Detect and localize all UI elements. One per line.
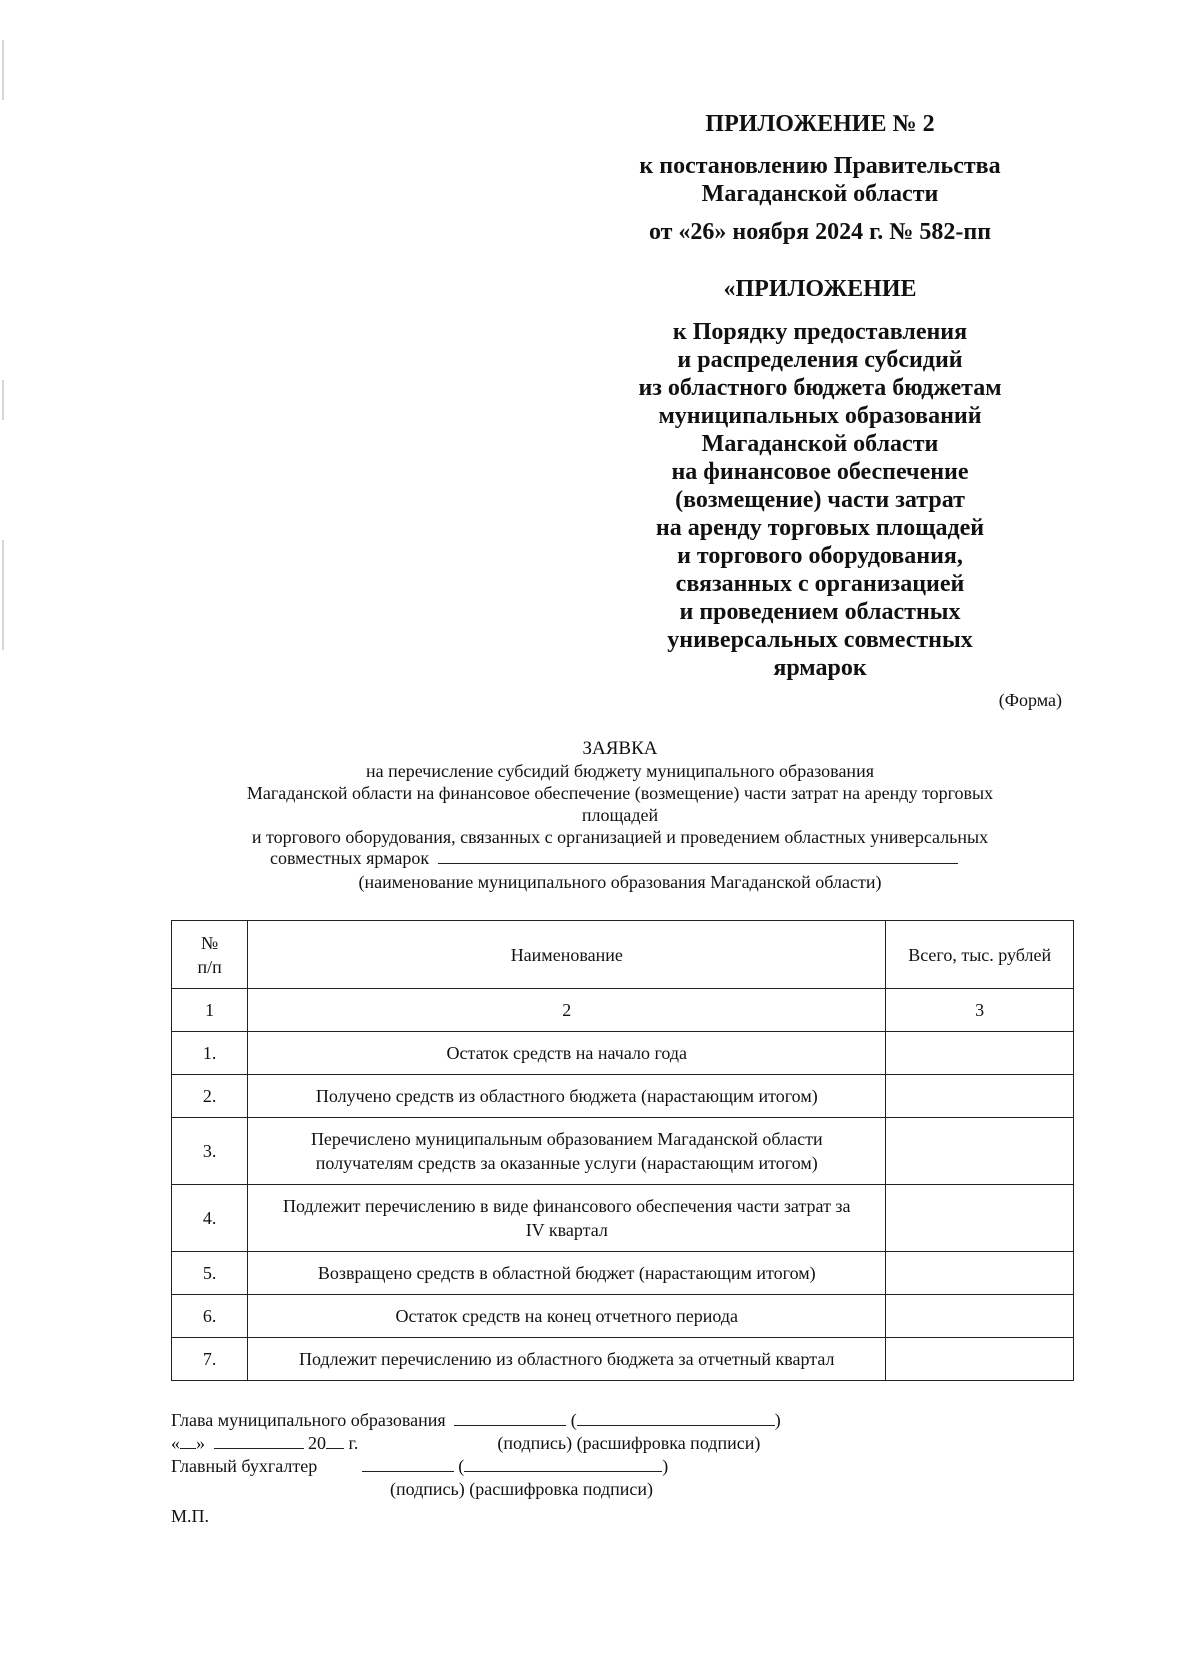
accountant-captions-row (390, 1479, 653, 1500)
municipality-name-row (270, 848, 958, 869)
row-name-line: IV квартал (525, 1220, 608, 1240)
accountant-decode-field[interactable] (464, 1457, 662, 1472)
accountant-signature-field[interactable] (362, 1457, 454, 1472)
open-paren: ( (570, 1410, 577, 1430)
row-name: Подлежит перечислению из областного бюджета за отчетный квартал (248, 1338, 886, 1381)
order-line: муниципальных образований (658, 403, 982, 429)
header-total: Всего, тыс. рублей (886, 921, 1074, 989)
form-note: (Форма) (998, 690, 1062, 710)
row-total-cell[interactable] (886, 1118, 1074, 1185)
inner-appendix-title: «ПРИЛОЖЕНИЕ (723, 276, 917, 302)
order-line: на финансовое обеспечение (671, 459, 969, 485)
form-subtitle-last-line: совместных ярмарок (270, 848, 430, 868)
row-total-cell[interactable] (886, 1252, 1074, 1295)
row-total-cell[interactable] (886, 1032, 1074, 1075)
table-header-row (172, 921, 1074, 989)
row-total-cell[interactable] (886, 1185, 1074, 1252)
order-line: к Порядку предоставления (672, 319, 968, 345)
date-row (171, 1433, 760, 1454)
close-paren: ) (662, 1456, 669, 1476)
resolution-line: к постановлению Правительства (639, 153, 1001, 179)
table-row (172, 1252, 1074, 1295)
row-name (248, 1118, 886, 1185)
order-line: ярмарок (773, 655, 867, 681)
resolution-line: Магаданской области (701, 181, 939, 207)
row-total-cell[interactable] (886, 1075, 1074, 1118)
row-name-line: получателям средств за оказанные услуги (нарастающим итогом) (315, 1153, 818, 1173)
head-label: Глава муниципального образования (171, 1410, 446, 1430)
row-total-cell[interactable] (886, 1338, 1074, 1381)
row-num: 3. (172, 1118, 248, 1185)
table-row (172, 1185, 1074, 1252)
signature-caption: (подпись) (497, 1433, 573, 1453)
header-name: Наименование (248, 921, 886, 989)
order-line: (возмещение) части затрат (675, 487, 965, 513)
row-num: 2. (172, 1075, 248, 1118)
row-name: Возвращено средств в областной бюджет (нарастающим итогом) (248, 1252, 886, 1295)
application-table (171, 920, 1074, 1381)
order-line: из областного бюджета бюджетам (638, 375, 1002, 401)
year-suffix: г. (348, 1433, 359, 1453)
scan-edge-mark (2, 40, 4, 100)
scan-edge-mark (2, 540, 4, 650)
resolution-date: от «26» ноября 2024 г. № 582-пп (648, 219, 992, 245)
appendix-title: ПРИЛОЖЕНИЕ № 2 (705, 111, 935, 137)
form-subtitle (170, 760, 1070, 848)
row-num: 6. (172, 1295, 248, 1338)
column-number: 2 (248, 989, 886, 1032)
municipality-name-caption: (наименование муниципального образования Магаданской области) (358, 872, 882, 892)
date-year-field[interactable] (326, 1434, 344, 1449)
row-num: 4. (172, 1185, 248, 1252)
accountant-signature-row (171, 1456, 668, 1477)
year-prefix: 20 (308, 1433, 326, 1453)
order-line: универсальных совместных (667, 627, 973, 653)
order-reference (590, 318, 1050, 682)
stamp-label: М.П. (171, 1506, 210, 1526)
row-total-cell[interactable] (886, 1295, 1074, 1338)
decode-caption-2: (расшифровка подписи) (469, 1479, 653, 1499)
head-decode-field[interactable] (577, 1411, 775, 1426)
resolution-reference (590, 152, 1050, 208)
form-subtitle-line: и торгового оборудования, связанных с организацией и проведением областных универсальных (251, 827, 989, 847)
close-paren: ) (774, 1410, 781, 1430)
municipality-name-field[interactable] (438, 849, 958, 864)
table-row (172, 1118, 1074, 1185)
head-signature-field[interactable] (454, 1411, 566, 1426)
form-title: ЗАЯВКА (582, 738, 658, 759)
date-month-field[interactable] (214, 1434, 304, 1449)
row-num: 7. (172, 1338, 248, 1381)
date-open-quote: « (171, 1433, 180, 1453)
date-day-field[interactable] (180, 1434, 196, 1449)
row-name-line: Подлежит перечислению в виде финансового обеспечения части затрат за (282, 1196, 851, 1216)
order-line: связанных с организацией (675, 571, 965, 597)
row-name: Остаток средств на начало года (248, 1032, 886, 1075)
header-num-line: № (201, 932, 219, 953)
table-row (172, 1032, 1074, 1075)
row-name: Остаток средств на конец отчетного периода (248, 1295, 886, 1338)
table-row (172, 1075, 1074, 1118)
row-num: 5. (172, 1252, 248, 1295)
row-name (248, 1185, 886, 1252)
order-line: на аренду торговых площадей (655, 515, 985, 541)
order-line: и распределения субсидий (677, 347, 963, 373)
date-close-quote: » (196, 1433, 205, 1453)
table-row (172, 1338, 1074, 1381)
signature-caption-2: (подпись) (390, 1479, 465, 1499)
row-num: 1. (172, 1032, 248, 1075)
form-subtitle-line: площадей (581, 805, 659, 825)
row-name: Получено средств из областного бюджета (нарастающим итогом) (248, 1075, 886, 1118)
head-signature-row (171, 1410, 781, 1431)
table-row (172, 1295, 1074, 1338)
form-subtitle-line: на перечисление субсидий бюджету муниципального образования (366, 761, 874, 781)
header-num (172, 921, 248, 989)
column-number-row (172, 989, 1074, 1032)
order-line: и проведением областных (679, 599, 961, 625)
accountant-label: Главный бухгалтер (171, 1456, 318, 1476)
column-number: 1 (172, 989, 248, 1032)
column-number: 3 (886, 989, 1074, 1032)
open-paren: ( (458, 1456, 465, 1476)
order-line: Магаданской области (701, 431, 939, 457)
form-subtitle-line: Магаданской области на финансовое обеспечение (возмещение) части затрат на аренду торговых (246, 783, 994, 803)
scan-edge-mark (2, 380, 4, 420)
row-name-line: Перечислено муниципальным образованием Магаданской области (310, 1129, 823, 1149)
order-line: и торгового оборудования, (677, 543, 963, 569)
header-num-line: п/п (197, 956, 222, 977)
decode-caption: (расшифровка подписи) (576, 1433, 761, 1453)
